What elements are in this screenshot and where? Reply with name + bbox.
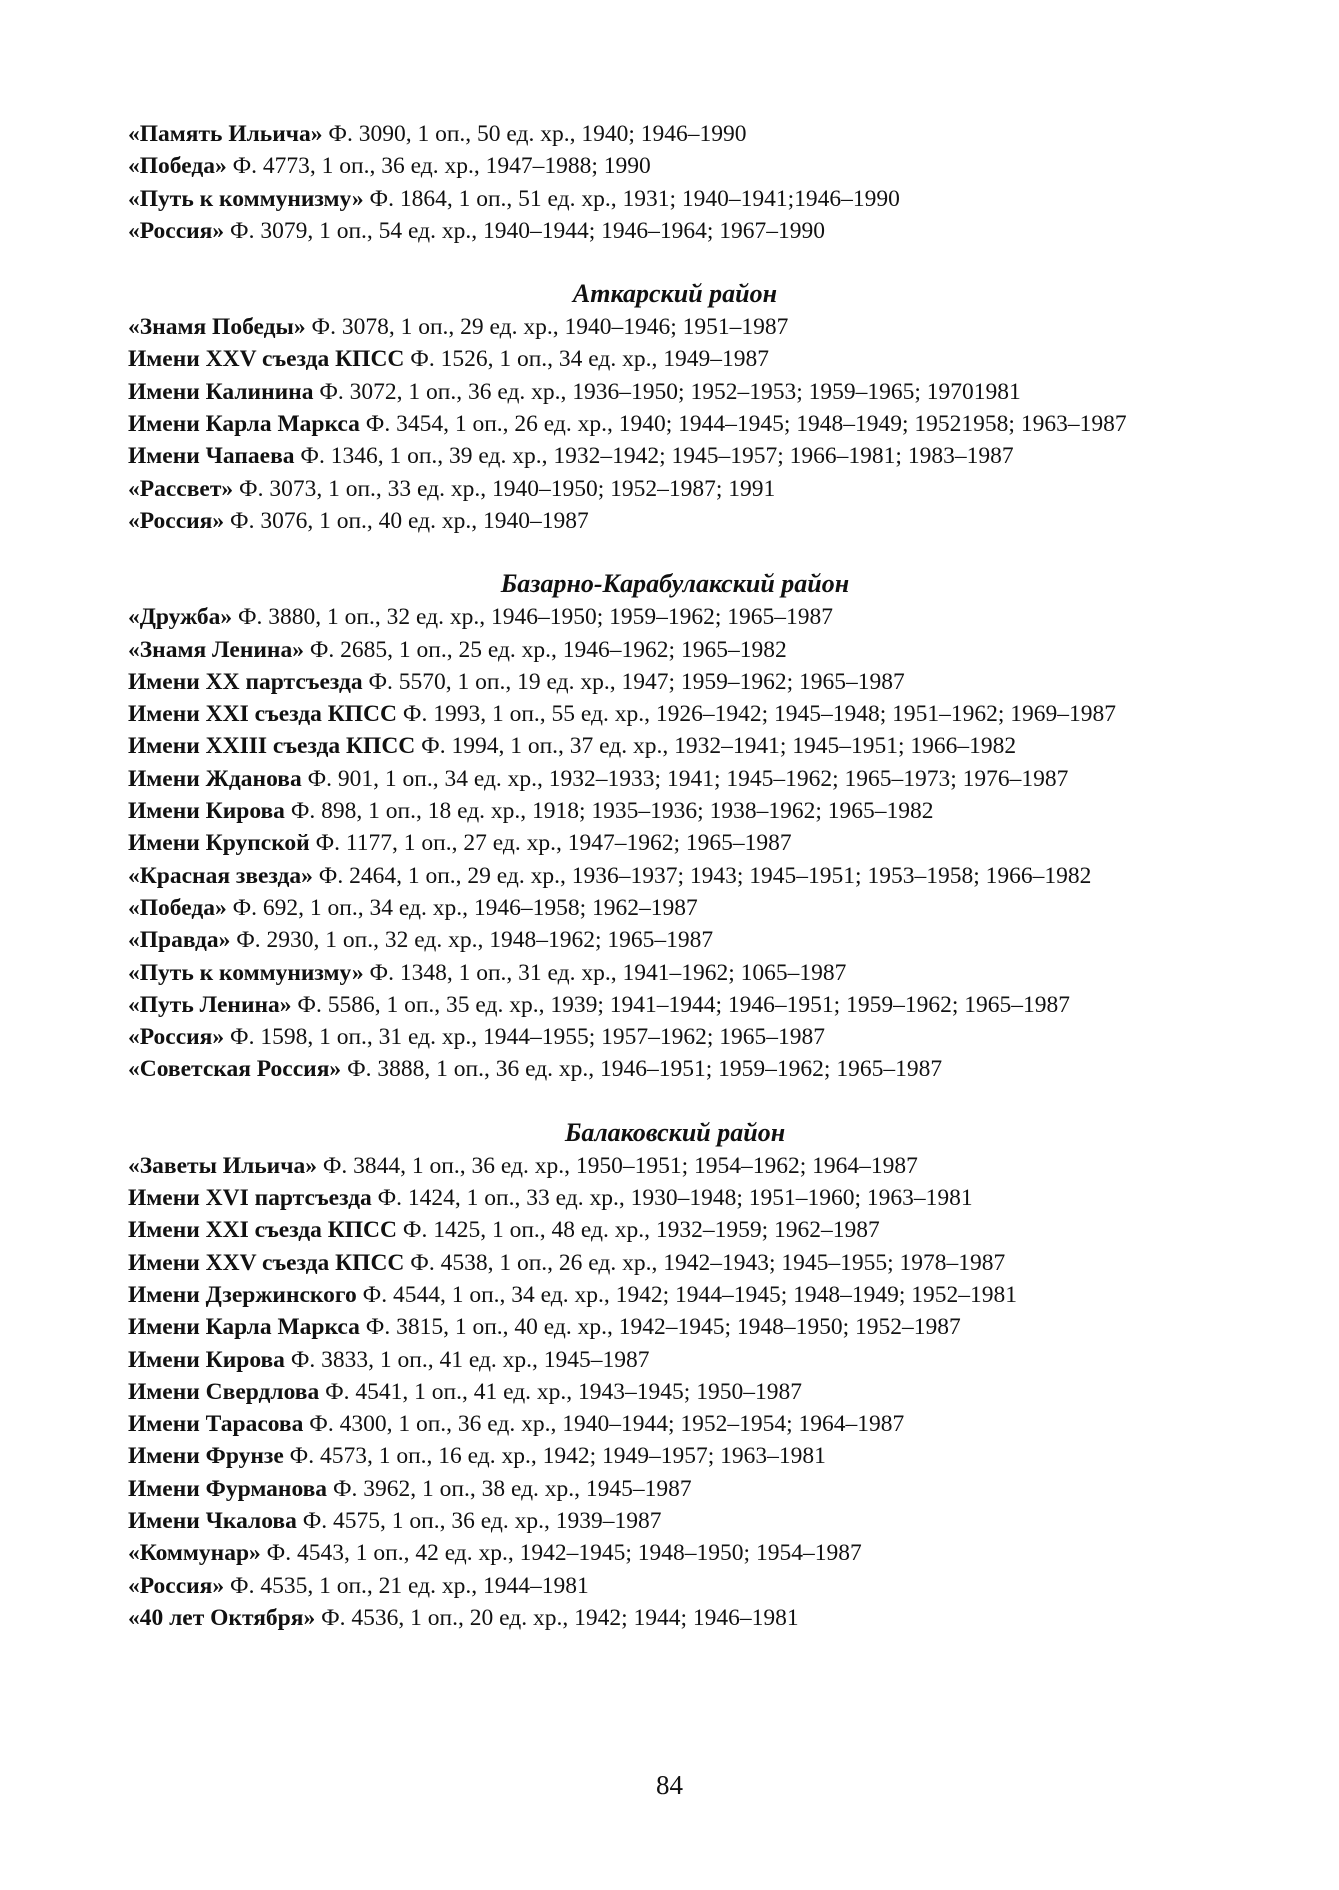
entry-name: Имени XXV съезда КПСС: [128, 1249, 405, 1276]
archive-entry: [128, 505, 1222, 537]
archive-entry: [128, 1053, 1222, 1085]
archive-entry: [128, 408, 1222, 440]
archive-entry: [128, 1505, 1222, 1537]
archive-entry: [128, 892, 1222, 924]
archive-entry: [128, 1602, 1222, 1634]
entry-details: Ф. 3072, 1 оп., 36 ед. хр., 1936–1950; 1952–1953; 1959–1965; 19701981: [313, 378, 1021, 405]
archive-entry: [128, 1408, 1222, 1440]
archive-entry: [128, 1473, 1222, 1505]
entry-name: «Память Ильича»: [128, 121, 323, 147]
entry-details: Ф. 4300, 1 оп., 36 ед. хр., 1940–1944; 1952–1954; 1964–1987: [303, 1411, 905, 1438]
entry-details: Ф. 1864, 1 оп., 51 ед. хр., 1931; 1940–1941;1946–1990: [363, 185, 900, 212]
archive-entry: [128, 1311, 1222, 1343]
entry-name: «Россия»: [128, 507, 225, 534]
entry-details: Ф. 3078, 1 оп., 29 ед. хр., 1940–1946; 1951–1987: [305, 314, 789, 341]
entry-details: Ф. 5570, 1 оп., 19 ед. хр., 1947; 1959–1962; 1965–1987: [362, 668, 905, 695]
entry-name: Имени Фурманова: [128, 1475, 328, 1502]
entry-name: «Правда»: [128, 927, 231, 954]
entry-details: Ф. 1526, 1 оп., 34 ед. хр., 1949–1987: [404, 346, 769, 373]
entry-details: Ф. 4544, 1 оп., 34 ед. хр., 1942; 1944–1945; 1948–1949; 1952–1981: [356, 1281, 1018, 1308]
entry-details: Ф. 4543, 1 оп., 42 ед. хр., 1942–1945; 1948–1950; 1954–1987: [260, 1540, 862, 1567]
entry-details: Ф. 898, 1 оп., 18 ед. хр., 1918; 1935–1936; 1938–1962; 1965–1982: [284, 798, 934, 825]
entry-details: Ф. 1424, 1 оп., 33 ед. хр., 1930–1948; 1951–1960; 1963–1981: [371, 1185, 973, 1212]
entry-name: «Заветы Ильича»: [128, 1152, 317, 1179]
entry-details: Ф. 4535, 1 оп., 21 ед. хр., 1944–1981: [224, 1572, 589, 1599]
entry-details: Ф. 3073, 1 оп., 33 ед. хр., 1940–1950; 1952–1987; 1991: [233, 475, 776, 502]
entry-name: «Рассвет»: [128, 475, 234, 502]
entry-name: Имени Калинина: [128, 378, 314, 405]
entry-details: Ф. 3076, 1 оп., 40 ед. хр., 1940–1987: [224, 507, 589, 534]
entry-details: Ф. 2930, 1 оп., 32 ед. хр., 1948–1962; 1965–1987: [230, 927, 714, 954]
entry-name: «40 лет Октября»: [128, 1604, 316, 1631]
entry-name: Имени Кирова: [128, 1346, 285, 1373]
entry-name: Имени XXI съезда КПСС: [128, 1217, 397, 1244]
entry-name: Имени XX партсъезда: [128, 668, 363, 695]
entry-details: Ф. 2464, 1 оп., 29 ед. хр., 1936–1937; 1943; 1945–1951; 1953–1958; 1966–1982: [312, 862, 1092, 889]
entry-details: Ф. 4536, 1 оп., 20 ед. хр., 1942; 1944; 1946–1981: [315, 1604, 799, 1631]
section-balakovsky: [128, 1086, 1222, 1634]
archive-entry: [128, 1440, 1222, 1472]
section-title: Балаковский район: [564, 1117, 786, 1147]
entry-details: Ф. 3090, 1 оп., 50 ед. хр., 1940; 1946–1990: [322, 121, 747, 147]
entry-details: Ф. 5586, 1 оп., 35 ед. хр., 1939; 1941–1944; 1946–1951; 1959–1962; 1965–1987: [291, 991, 1070, 1018]
archive-entry: [128, 1214, 1222, 1246]
entry-name: «Путь к коммунизму»: [128, 959, 364, 986]
entry-name: Имени Карла Маркса: [128, 1314, 360, 1341]
archive-entry: [128, 473, 1222, 505]
entry-name: Имени Жданова: [128, 765, 302, 792]
entry-name: «Россия»: [128, 1024, 225, 1051]
entry-name: Имени Дзержинского: [128, 1281, 357, 1308]
entry-details: Ф. 1598, 1 оп., 31 ед. хр., 1944–1955; 1957–1962; 1965–1987: [224, 1024, 826, 1051]
archive-entry: [128, 1537, 1222, 1569]
archive-entry: [128, 1279, 1222, 1311]
entry-name: «Победа»: [128, 894, 227, 921]
archive-entry: [128, 183, 1222, 215]
entry-name: «Путь Ленина»: [128, 991, 292, 1018]
entry-details: Ф. 2685, 1 оп., 25 ед. хр., 1946–1962; 1965–1982: [303, 636, 787, 663]
entry-name: «Красная звезда»: [128, 862, 313, 889]
archive-entry: [128, 150, 1222, 182]
entry-details: Ф. 4773, 1 оп., 36 ед. хр., 1947–1988; 1990: [226, 153, 651, 180]
entry-name: Имени XXI съезда КПСС: [128, 701, 397, 728]
section-atkarsky: [128, 247, 1222, 537]
entry-name: «Советская Россия»: [128, 1056, 342, 1083]
entry-name: «Дружба»: [128, 604, 233, 631]
entry-details: Ф. 3079, 1 оп., 54 ед. хр., 1940–1944; 1946–1964; 1967–1990: [224, 217, 826, 244]
entry-details: Ф. 3454, 1 оп., 26 ед. хр., 1940; 1944–1945; 1948–1949; 19521958; 1963–1987: [359, 411, 1127, 438]
archive-entry: [128, 215, 1222, 247]
entry-details: Ф. 1346, 1 оп., 39 ед. хр., 1932–1942; 1945–1957; 1966–1981; 1983–1987: [294, 443, 1014, 470]
entry-name: Имени Свердлова: [128, 1378, 320, 1405]
entry-name: Имени Чапаева: [128, 443, 295, 470]
archive-entry: [128, 118, 1222, 150]
entry-details: Ф. 4575, 1 оп., 36 ед. хр., 1939–1987: [296, 1507, 662, 1534]
archive-entry: [128, 763, 1222, 795]
entry-name: Имени Карла Маркса: [128, 411, 360, 438]
archive-entry: [128, 957, 1222, 989]
archive-entry: [128, 827, 1222, 859]
archive-entry: [128, 924, 1222, 956]
archive-entry: [128, 795, 1222, 827]
archive-entry: [128, 1376, 1222, 1408]
entry-name: Имени XVI партсъезда: [128, 1185, 372, 1212]
entry-name: Имени Чкалова: [128, 1507, 297, 1534]
entry-details: Ф. 1177, 1 оп., 27 ед. хр., 1947–1962; 1965–1987: [309, 830, 792, 857]
entry-details: Ф. 4573, 1 оп., 16 ед. хр., 1942; 1949–1957; 1963–1981: [283, 1443, 826, 1470]
intro-entries: [128, 118, 1222, 247]
entry-details: Ф. 3880, 1 оп., 32 ед. хр., 1946–1950; 1959–1962; 1965–1987: [232, 604, 834, 631]
archive-entry: [128, 1182, 1222, 1214]
entry-name: Имени Крупской: [128, 830, 310, 857]
archive-entry: [128, 311, 1222, 343]
entry-details: Ф. 3833, 1 оп., 41 ед. хр., 1945–1987: [284, 1346, 650, 1373]
archive-entry: [128, 666, 1222, 698]
archive-entry: [128, 440, 1222, 472]
entry-details: Ф. 4538, 1 оп., 26 ед. хр., 1942–1943; 1945–1955; 1978–1987: [404, 1249, 1006, 1276]
archive-entry: [128, 601, 1222, 633]
archive-entry: [128, 698, 1222, 730]
page-content: [128, 118, 1222, 1634]
archive-entry: [128, 343, 1222, 375]
archive-entry: [128, 634, 1222, 666]
entry-name: Имени Фрунзе: [128, 1443, 284, 1470]
entry-name: Имени XXV съезда КПСС: [128, 346, 405, 373]
entry-name: «Россия»: [128, 217, 225, 244]
entry-name: Имени Кирова: [128, 798, 285, 825]
archive-entry: [128, 376, 1222, 408]
archive-entry: [128, 989, 1222, 1021]
entry-details: Ф. 4541, 1 оп., 41 ед. хр., 1943–1945; 1950–1987: [319, 1378, 802, 1405]
entry-details: Ф. 3844, 1 оп., 36 ед. хр., 1950–1951; 1954–1962; 1964–1987: [316, 1152, 918, 1179]
entry-details: Ф. 692, 1 оп., 34 ед. хр., 1946–1958; 1962–1987: [226, 894, 698, 921]
archive-entry: [128, 1570, 1222, 1602]
section-title: Базарно-Карабулакский район: [500, 569, 850, 599]
entry-details: Ф. 3888, 1 оп., 36 ед. хр., 1946–1951; 1959–1962; 1965–1987: [341, 1056, 943, 1083]
entry-name: Имени Тарасова: [128, 1411, 304, 1438]
section-bazarno-karabulaksky: [128, 537, 1222, 1085]
entry-name: Имени XXIII съезда КПСС: [128, 733, 416, 760]
entry-name: «Россия»: [128, 1572, 225, 1599]
entry-name: «Знамя Ленина»: [128, 636, 304, 663]
archive-entry: [128, 730, 1222, 762]
entry-name: «Знамя Победы»: [128, 314, 306, 341]
archive-entry: [128, 1344, 1222, 1376]
entry-details: Ф. 1994, 1 оп., 37 ед. хр., 1932–1941; 1945–1951; 1966–1982: [415, 733, 1017, 760]
page-number: 84: [656, 1770, 683, 1800]
entry-details: Ф. 1993, 1 оп., 55 ед. хр., 1926–1942; 1945–1948; 1951–1962; 1969–1987: [397, 701, 1117, 728]
entry-details: Ф. 3962, 1 оп., 38 ед. хр., 1945–1987: [327, 1475, 692, 1502]
archive-entry: [128, 1247, 1222, 1279]
entry-name: «Победа»: [128, 153, 227, 180]
entry-details: Ф. 3815, 1 оп., 40 ед. хр., 1942–1945; 1948–1950; 1952–1987: [359, 1314, 961, 1341]
archive-entry: [128, 1150, 1222, 1182]
entry-details: Ф. 901, 1 оп., 34 ед. хр., 1932–1933; 1941; 1945–1962; 1965–1973; 1976–1987: [301, 765, 1069, 792]
entry-details: Ф. 1425, 1 оп., 48 ед. хр., 1932–1959; 1962–1987: [397, 1217, 880, 1244]
archive-entry: [128, 1021, 1222, 1053]
archive-entry: [128, 860, 1222, 892]
entry-name: «Путь к коммунизму»: [128, 185, 364, 212]
section-title: Аткарский район: [572, 279, 778, 309]
entry-details: Ф. 1348, 1 оп., 31 ед. хр., 1941–1962; 1065–1987: [363, 959, 847, 986]
entry-name: «Коммунар»: [128, 1540, 261, 1567]
